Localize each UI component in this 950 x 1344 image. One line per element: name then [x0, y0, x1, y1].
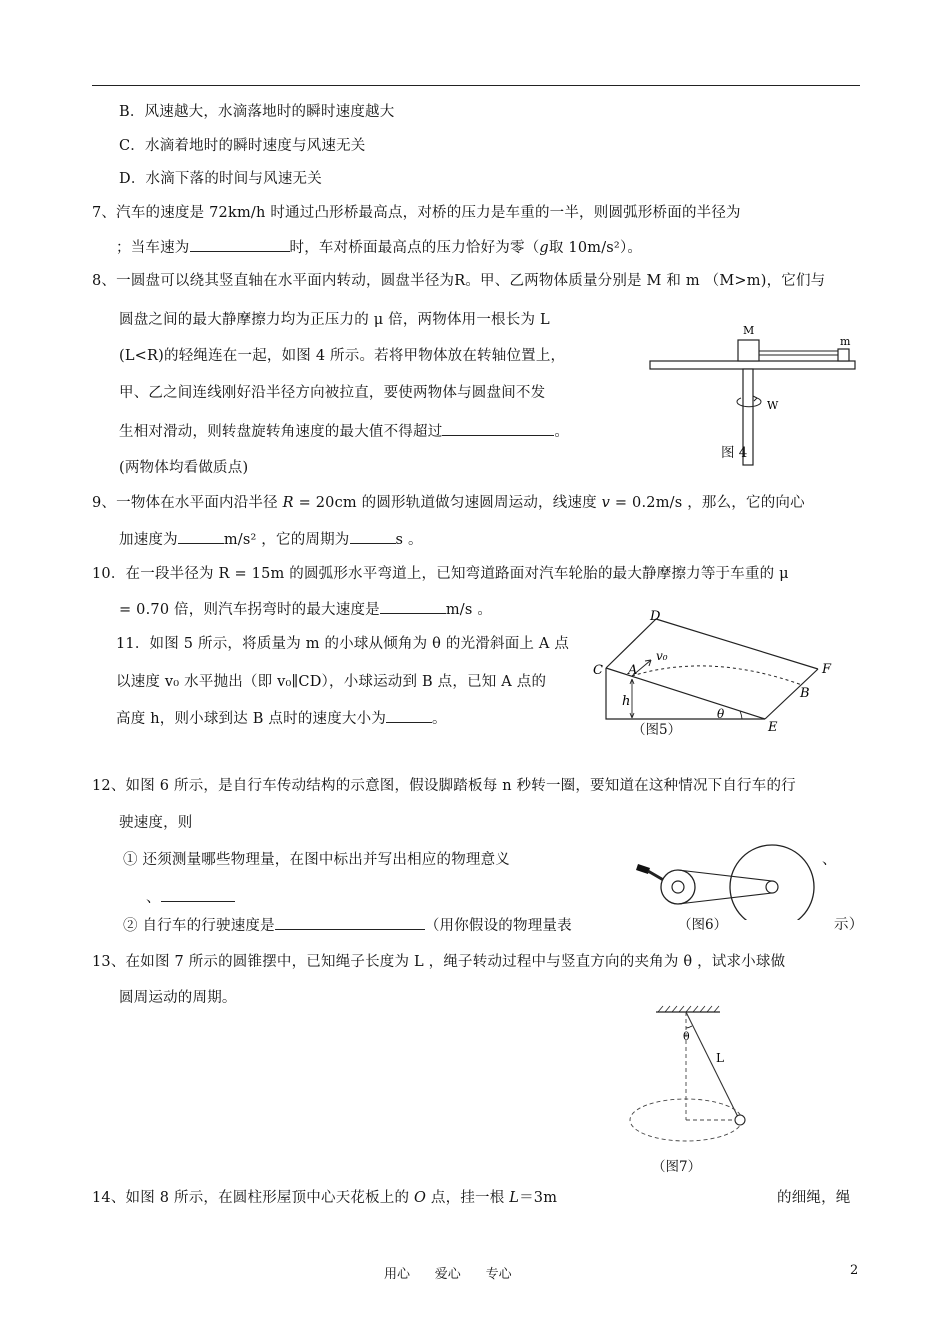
page-number: 2 [850, 1263, 859, 1278]
q12-text-a: ② 自行车的行驶速度是 [123, 918, 275, 934]
q7-text-a: ；当车速为 [116, 240, 190, 256]
q11-line1: 11．如图 5 所示，将质量为 m 的小球从倾角为 θ 的光滑斜面上 A 点 [116, 636, 570, 652]
q9-line2 [119, 529, 423, 550]
q11-line3 [116, 708, 447, 729]
q14-l-symbol: L [509, 1190, 520, 1206]
q8-line3: (L<R)的轻绳连在一起，如图 4 所示。若将甲物体放在转轴位置上， [119, 348, 566, 364]
q9-text-f: s 。 [395, 532, 423, 548]
q10-text-b: m/s 。 [445, 602, 493, 618]
q7-line1: 7、汽车的速度是 72km/h 时通过凸形桥最高点，对桥的压力是车重的一半，则圆弧形桥面的半径为 [92, 205, 741, 221]
fig5-label-theta: θ [717, 707, 725, 721]
q12-sub1: ① 还须测量哪些物理量，在图中标出并写出相应的物理意义 [123, 852, 511, 868]
q9-text-d: 加速度为 [119, 532, 178, 548]
q14-text-a: 14、如图 8 所示，在圆柱形屋顶中心天花板上的 [92, 1190, 415, 1206]
q9-r-symbol: R [282, 495, 294, 511]
figure-4-turntable [645, 318, 860, 468]
option-c: C．水滴着地时的瞬时速度与风速无关 [119, 138, 366, 154]
q8-line1: 8、一圆盘可以绕其竖直轴在水平面内转动，圆盘半径为R。甲、乙两物体质量分别是 M 和 m （M>m)，它们与 [92, 273, 826, 289]
fig4-label-M: M [743, 324, 755, 337]
q12-line2: 驶速度，则 [119, 815, 193, 831]
q12-speed-blank[interactable] [275, 915, 425, 930]
q7-line2 [116, 237, 642, 258]
footer-motto: 用心 爱心 专心 [384, 1267, 512, 1282]
fig5-label-v0: v₀ [656, 649, 668, 663]
option-d: D．水滴下落的时间与风速无关 [119, 171, 322, 187]
q8-line2: 圆盘之间的最大静摩擦力均为正压力的 μ 倍，两物体用一根长为 L [119, 312, 550, 328]
q7-text-b: 时，车对桥面最高点的压力恰好为零（ [289, 240, 540, 256]
q10-text-a: = 0.70 倍，则汽车拐弯时的最大速度是 [119, 602, 380, 618]
figure-5-caption: （图5） [632, 722, 682, 738]
q9-period-blank[interactable] [350, 529, 396, 544]
q14-line1 [92, 1188, 557, 1208]
q12-line1: 12、如图 6 所示，是自行车传动结构的示意图，假设脚踏板每 n 秒转一圈，要知道在这种情况下自行车的行 [92, 778, 796, 794]
q10-speed-blank[interactable] [380, 599, 446, 614]
q9-text-a: 9、一物体在水平面内沿半径 [92, 495, 283, 511]
fig7-label-theta: θ [683, 1030, 690, 1043]
q11-line2: 以速度 v₀ 水平抛出（即 v₀∥CD），小球运动到 B 点，已知 A 点的 [116, 674, 547, 690]
q12-quantity-blank[interactable] [161, 887, 235, 902]
q8-line5 [119, 421, 569, 442]
q12-sub2 [123, 915, 572, 936]
q9-v-symbol: v [601, 495, 611, 511]
fig5-label-B: B [800, 686, 810, 701]
fig5-label-C: C [593, 663, 603, 678]
fig5-label-h: h [622, 694, 631, 709]
q7-text-c: 取 10m/s²）。 [548, 240, 643, 256]
header-rule [92, 85, 860, 86]
figure-5-incline [590, 600, 840, 745]
q9-line1 [92, 493, 805, 513]
q7-g-symbol: g [539, 240, 549, 256]
q9-text-c: = 0.2m/s ，那么，它的向心 [610, 495, 805, 511]
q14-line1-tail: 的细绳，绳 [777, 1190, 851, 1206]
q14-o-symbol: O [414, 1190, 427, 1206]
figure-7-conical-pendulum [620, 1000, 780, 1150]
fig4-label-m: m [840, 335, 851, 348]
q12-text-b: （用你假设的物理量表 [424, 918, 572, 934]
q8-text-a: 生相对滑动，则转盘旋转角速度的最大值不得超过 [119, 424, 443, 440]
q9-text-e: m/s² ，它的周期为 [223, 532, 350, 548]
figure-6-caption: （图6） [678, 917, 728, 933]
fig5-label-F: F [822, 662, 832, 677]
option-b: B．风速越大，水滴落地时的瞬时速度越大 [119, 104, 395, 120]
q10-line1: 10．在一段半径为 R = 15m 的圆弧形水平弯道上，已知弯道路面对汽车轮胎的最大静摩擦力等于车重的 μ [92, 566, 789, 582]
fig5-label-A: A [628, 663, 638, 678]
q14-text-b: 点，挂一根 [426, 1190, 510, 1206]
q11-answer-blank[interactable] [386, 708, 432, 723]
q8-text-b: 。 [554, 424, 570, 440]
q12-sub1-line2 [146, 887, 235, 908]
q7-answer-blank[interactable] [190, 237, 290, 252]
q10-line2 [119, 599, 492, 620]
figure-6-bicycle-drive [632, 840, 842, 920]
q12-sub2-tail: 示） [834, 917, 864, 933]
q8-line4: 甲、乙之间连线刚好沿半径方向被拉直，要使两物体与圆盘间不发 [119, 385, 546, 401]
q14-text-c: ＝3m [519, 1190, 558, 1206]
q9-accel-blank[interactable] [178, 529, 224, 544]
q11-text-a: 高度 h，则小球到达 B 点时的速度大小为 [116, 711, 387, 727]
q11-text-b: 。 [432, 711, 447, 727]
q8-answer-blank[interactable] [442, 421, 554, 436]
q9-text-b: = 20cm 的圆形轨道做匀速圆周运动，线速度 [293, 495, 602, 511]
q8-line6: (两物体均看做质点) [119, 460, 249, 476]
fig5-label-D: D [650, 609, 661, 624]
fig4-label-w: W [767, 399, 779, 412]
figure-4-caption: 图 4 [721, 445, 748, 461]
q13-line2: 圆周运动的周期。 [119, 990, 237, 1006]
figure-7-caption: （图7） [652, 1159, 702, 1175]
fig7-label-L: L [716, 1051, 724, 1065]
q12-sub1-tail: 、 [822, 852, 837, 868]
q13-line1: 13、在如图 7 所示的圆锥摆中，已知绳子长度为 L ，绳子转动过程中与竖直方向的夹角为 θ ，试求小球做 [92, 954, 786, 970]
q12-separator: 、 [146, 890, 161, 906]
fig5-label-E: E [768, 720, 778, 735]
